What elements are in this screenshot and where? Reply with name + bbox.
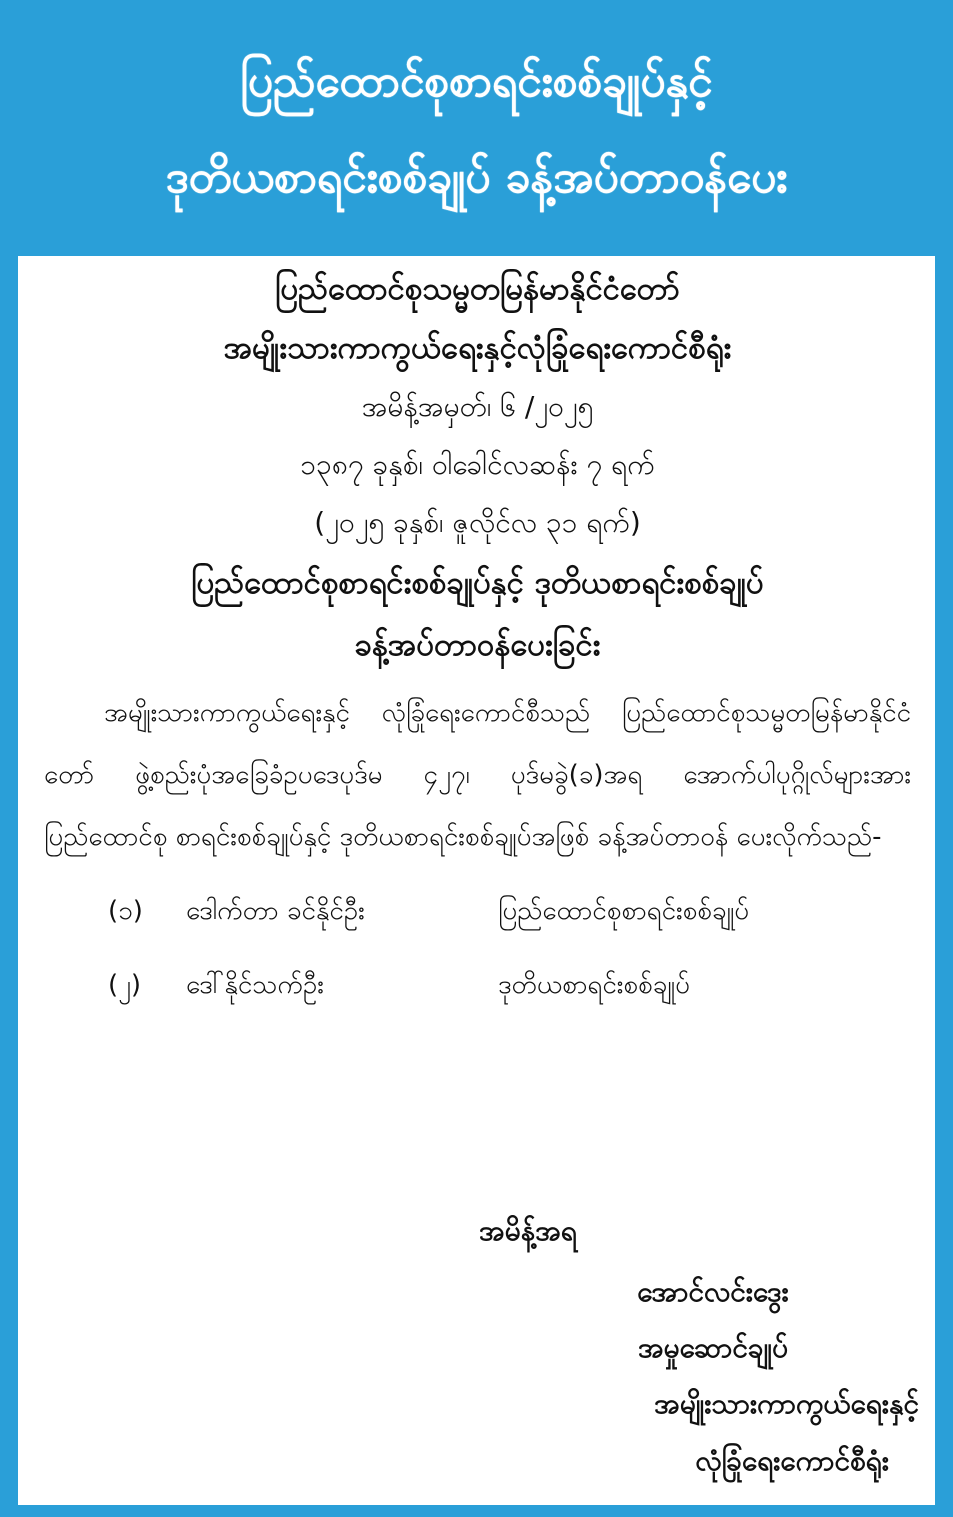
notice-panel (18, 256, 935, 1505)
notice-title-line-1: ပြည်ထောင်စုစာရင်းစစ်ချုပ်နှင့် ဒုတိယစာရင်းစစ်ချုပ် (191, 565, 764, 601)
item-number: (၁) (108, 896, 143, 926)
appointee-role: ပြည်ထောင်စုစာရင်းစစ်ချုပ် (498, 896, 750, 926)
item-number: (၂) (108, 970, 142, 1000)
headline-banner (18, 14, 935, 246)
ministry-name: အမျိုးသားကာကွယ်ရေးနှင့်လုံခြုံရေးကောင်စီရုံး (223, 330, 732, 366)
body-paragraph: အမျိုးသားကာကွယ်ရေးနှင့် လုံခြုံရေးကောင်စီသည် ပြည်ထောင်စုသမ္မတမြန်မာနိုင်ငံတော် ဖွဲ့စည်းပုံအခြေခံဥပဒေပုဒ်မ ၄၂၇၊ ပုဒ်မခွဲ(ခ)အရ အောက်ပါပုဂ္ဂိုလ်များအား ပြည်ထောင်စု စာရင်းစစ်ချုပ်နှင့် ဒုတိယစာရင်းစစ်ချုပ်အဖြစ် ခန့်အပ်တာဝန် ပေးလိုက်သည်- (44, 698, 911, 852)
signer-title: အမှုဆောင်ချုပ် (637, 1331, 789, 1364)
government-name: ပြည်ထောင်စုသမ္မတမြန်မာနိုင်ငံတော် (275, 271, 680, 307)
headline-line-2: ဒုတိယစာရင်းစစ်ချုပ် ခန့်အပ်တာဝန်ပေး (165, 152, 788, 203)
notice-title-line-2: ခန့်အပ်တာဝန်ပေးခြင်း (354, 627, 601, 663)
list-item (44, 948, 911, 1022)
myanmar-date: ၁၃၈၇ ခုနှစ်၊ ဝါခေါင်လဆန်း ၇ ရက် (300, 448, 655, 481)
headline-line-1: ပြည်ထောင်စုစာရင်းစစ်ချုပ်နှင့် (240, 56, 713, 107)
signer-ministry-line-2: လုံခြုံရေးကောင်စီရုံး (695, 1444, 889, 1477)
signature-block (405, 1198, 925, 1490)
signer-ministry-line-1: အမျိုးသားကာကွယ်ရေးနှင့် (654, 1387, 919, 1420)
appointee-name: ဒေါက်တာ ခင်နိုင်ဦး (186, 896, 365, 926)
appointee-list (44, 874, 911, 1022)
list-item (44, 874, 911, 948)
gregorian-date: (၂၀၂၅ ခုနှစ်၊ ဇူလိုင်လ ၃၁ ရက်) (314, 506, 641, 539)
signer-name: အောင်လင်းဒွေး (637, 1275, 789, 1308)
order-number: အမိန့်အမှတ်၊ ၆ /၂၀၂၅ (361, 390, 594, 423)
appointee-role: ဒုတိယစာရင်းစစ်ချုပ် (498, 970, 690, 1000)
by-order-label: အမိန့်အရ (479, 1214, 577, 1247)
appointee-name: ဒေါ်နိုင်သက်ဦး (186, 970, 324, 1000)
